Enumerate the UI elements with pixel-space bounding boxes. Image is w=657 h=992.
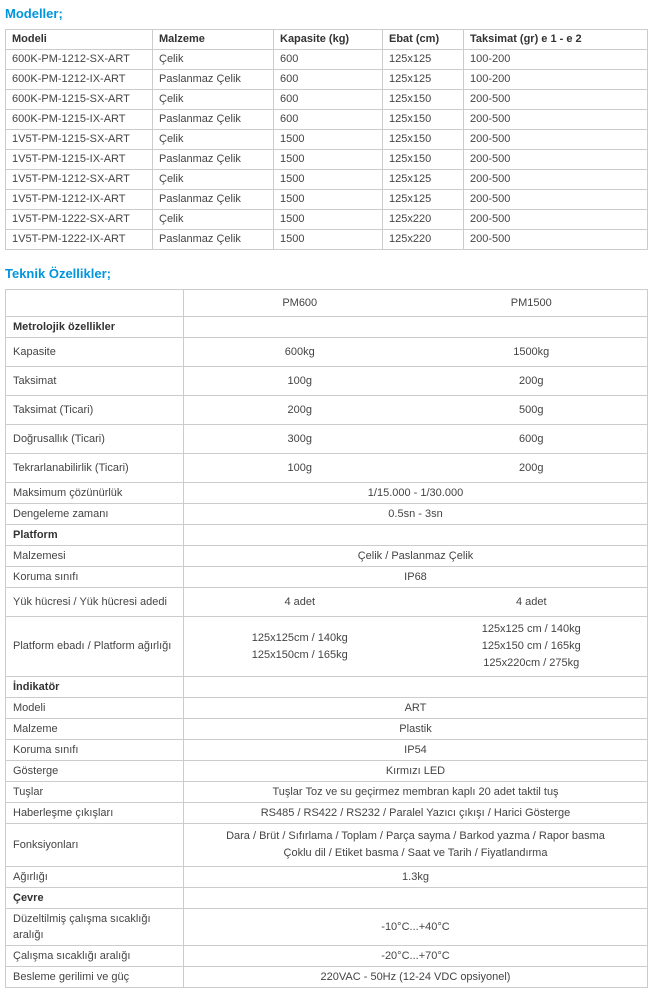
spec-label: Platform (6, 525, 184, 546)
spec-value: RS485 / RS422 / RS232 / Paralel Yazıcı çıkışı / Harici Gösterge (184, 803, 648, 824)
spec-label: Malzemesi (6, 546, 184, 567)
model-row (6, 190, 648, 210)
spec-row (6, 617, 648, 677)
spec-row (6, 946, 648, 967)
spec-row (6, 483, 648, 504)
model-row (6, 170, 648, 190)
specs-header-pm600: PM600 (282, 297, 318, 309)
model-cell: 125x150 (383, 110, 464, 130)
model-cell: Çelik (153, 90, 274, 110)
model-row (6, 70, 648, 90)
spec-value: Plastik (184, 719, 648, 740)
spec-row (6, 317, 648, 338)
model-cell: 1V5T-PM-1212-IX-ART (6, 190, 153, 210)
model-cell: 100-200 (464, 50, 648, 70)
models-header-taksimat: Taksimat (gr) e 1 - e 2 (464, 30, 648, 50)
spec-value: 125x125cm / 140kg 125x150cm / 165kg (184, 617, 416, 677)
model-cell: 200-500 (464, 210, 648, 230)
spec-label: Gösterge (6, 761, 184, 782)
model-cell: Çelik (153, 50, 274, 70)
model-cell: 125x125 (383, 170, 464, 190)
spec-value: ART (184, 698, 648, 719)
spec-row (6, 425, 648, 454)
model-cell: 125x220 (383, 230, 464, 250)
spec-row (6, 588, 648, 617)
model-cell: Paslanmaz Çelik (153, 110, 274, 130)
spec-value: Çelik / Paslanmaz Çelik (184, 546, 648, 567)
spec-label: Modeli (6, 698, 184, 719)
models-section-title: Modeller; (5, 6, 63, 21)
models-table (5, 29, 648, 250)
spec-value: 220VAC - 50Hz (12-24 VDC opsiyonel) (184, 967, 648, 988)
model-row (6, 90, 648, 110)
spec-value: 200g (184, 396, 416, 425)
model-cell: 125x150 (383, 150, 464, 170)
model-cell: 200-500 (464, 110, 648, 130)
models-header-ebat: Ebat (cm) (383, 30, 464, 50)
model-cell: 200-500 (464, 130, 648, 150)
spec-value: Tuşlar Toz ve su geçirmez membran kaplı 20 adet taktil tuş (184, 782, 648, 803)
section-gap (5, 250, 648, 264)
spec-row (6, 525, 648, 546)
model-row (6, 230, 648, 250)
model-cell: 600 (274, 90, 383, 110)
model-cell: 600 (274, 110, 383, 130)
model-cell: 1V5T-PM-1215-IX-ART (6, 150, 153, 170)
model-cell: 600K-PM-1212-IX-ART (6, 70, 153, 90)
spec-row (6, 546, 648, 567)
spec-row (6, 761, 648, 782)
spec-label: Taksimat (6, 367, 184, 396)
spec-label: Yük hücresi / Yük hücresi adedi (6, 588, 184, 617)
spec-value: 500g (416, 396, 648, 425)
spec-value: 600kg (184, 338, 416, 367)
spec-label: Doğrusallık (Ticari) (6, 425, 184, 454)
spec-label: Çalışma sıcaklığı aralığı (6, 946, 184, 967)
spec-label: Taksimat (Ticari) (6, 396, 184, 425)
models-header-row (6, 30, 648, 50)
spec-value: 4 adet (184, 588, 416, 617)
model-row (6, 130, 648, 150)
models-header-malzeme: Malzeme (153, 30, 274, 50)
model-cell: Paslanmaz Çelik (153, 230, 274, 250)
spec-label: Ağırlığı (6, 867, 184, 888)
spec-value: 125x125 cm / 140kg 125x150 cm / 165kg 125x220cm / 275kg (416, 617, 648, 677)
model-cell: 1500 (274, 150, 383, 170)
spec-empty (184, 677, 648, 698)
model-cell: Çelik (153, 130, 274, 150)
model-row (6, 210, 648, 230)
spec-value: IP68 (184, 567, 648, 588)
model-cell: 600K-PM-1215-IX-ART (6, 110, 153, 130)
spec-row (6, 454, 648, 483)
model-cell: Paslanmaz Çelik (153, 190, 274, 210)
model-cell: 1V5T-PM-1212-SX-ART (6, 170, 153, 190)
model-cell: 1500 (274, 230, 383, 250)
spec-label: Tekrarlanabilirlik (Ticari) (6, 454, 184, 483)
spec-value: 200g (416, 367, 648, 396)
model-cell: 600K-PM-1215-SX-ART (6, 90, 153, 110)
model-cell: 1500 (274, 130, 383, 150)
spec-empty (184, 317, 648, 338)
spec-label: Maksimum çözünürlük (6, 483, 184, 504)
model-cell: 125x220 (383, 210, 464, 230)
model-cell: 125x125 (383, 70, 464, 90)
spec-value: 1.3kg (184, 867, 648, 888)
model-cell: 600K-PM-1212-SX-ART (6, 50, 153, 70)
spec-value: -20°C...+70°C (184, 946, 648, 967)
spec-label: Düzeltilmiş çalışma sıcaklığı aralığı (6, 909, 184, 946)
model-cell: 200-500 (464, 230, 648, 250)
model-cell: 100-200 (464, 70, 648, 90)
specs-table (5, 289, 648, 988)
spec-value: 300g (184, 425, 416, 454)
spec-row (6, 367, 648, 396)
model-cell: Paslanmaz Çelik (153, 150, 274, 170)
spec-value: 0.5sn - 3sn (184, 504, 648, 525)
spec-row (6, 719, 648, 740)
spec-value: 200g (416, 454, 648, 483)
model-cell: Çelik (153, 210, 274, 230)
model-row (6, 150, 648, 170)
spec-value: -10°C...+40°C (184, 909, 648, 946)
spec-row (6, 396, 648, 425)
model-cell: 600 (274, 50, 383, 70)
spec-label: Koruma sınıfı (6, 567, 184, 588)
models-header-modeli: Modeli (6, 30, 153, 50)
spec-label: Malzeme (6, 719, 184, 740)
spec-label: İndikatör (6, 677, 184, 698)
spec-row (6, 504, 648, 525)
spec-row (6, 867, 648, 888)
specs-header-row (6, 290, 648, 317)
spec-label: Koruma sınıfı (6, 740, 184, 761)
spec-value: 100g (184, 367, 416, 396)
model-cell: Paslanmaz Çelik (153, 70, 274, 90)
spec-value: IP54 (184, 740, 648, 761)
model-row (6, 50, 648, 70)
model-cell: 200-500 (464, 170, 648, 190)
model-cell: 1V5T-PM-1222-SX-ART (6, 210, 153, 230)
specs-header-pm1500: PM1500 (510, 297, 552, 309)
spec-label: Platform ebadı / Platform ağırlığı (6, 617, 184, 677)
model-row (6, 110, 648, 130)
spec-row (6, 782, 648, 803)
model-cell: 200-500 (464, 90, 648, 110)
spec-label: Tuşlar (6, 782, 184, 803)
spec-value: Kırmızı LED (184, 761, 648, 782)
specs-header-empty (6, 290, 184, 317)
spec-row (6, 698, 648, 719)
spec-empty (184, 525, 648, 546)
model-cell: 200-500 (464, 150, 648, 170)
spec-row (6, 967, 648, 988)
spec-label: Besleme gerilimi ve güç (6, 967, 184, 988)
spec-row (6, 888, 648, 909)
spec-value: Dara / Brüt / Sıfırlama / Toplam / Parça sayma / Barkod yazma / Rapor basma Çoklu dil / Etiket basma / Saat ve Tarih / Fiyatlandırma (184, 824, 648, 867)
spec-label: Dengeleme zamanı (6, 504, 184, 525)
spec-row (6, 909, 648, 946)
spec-label: Metrolojik özellikler (6, 317, 184, 338)
spec-row (6, 740, 648, 761)
model-cell: 1V5T-PM-1215-SX-ART (6, 130, 153, 150)
model-cell: 1V5T-PM-1222-IX-ART (6, 230, 153, 250)
model-cell: 200-500 (464, 190, 648, 210)
spec-label: Çevre (6, 888, 184, 909)
spec-row (6, 803, 648, 824)
spec-value: 600g (416, 425, 648, 454)
spec-empty (184, 888, 648, 909)
model-cell: 125x150 (383, 90, 464, 110)
model-cell: 125x125 (383, 190, 464, 210)
model-cell: 1500 (274, 210, 383, 230)
spec-row (6, 824, 648, 867)
spec-label: Haberleşme çıkışları (6, 803, 184, 824)
model-cell: Çelik (153, 170, 274, 190)
specs-section-title: Teknik Özellikler; (5, 266, 111, 281)
spec-label: Fonksiyonları (6, 824, 184, 867)
model-cell: 600 (274, 70, 383, 90)
spec-value: 1/15.000 - 1/30.000 (184, 483, 648, 504)
spec-label: Kapasite (6, 338, 184, 367)
spec-row (6, 567, 648, 588)
spec-row (6, 677, 648, 698)
spec-value: 4 adet (416, 588, 648, 617)
model-cell: 125x150 (383, 130, 464, 150)
spec-value: 100g (184, 454, 416, 483)
spec-row (6, 338, 648, 367)
model-cell: 1500 (274, 190, 383, 210)
model-cell: 125x125 (383, 50, 464, 70)
model-cell: 1500 (274, 170, 383, 190)
spec-value: 1500kg (416, 338, 648, 367)
models-header-kapasite: Kapasite (kg) (274, 30, 383, 50)
